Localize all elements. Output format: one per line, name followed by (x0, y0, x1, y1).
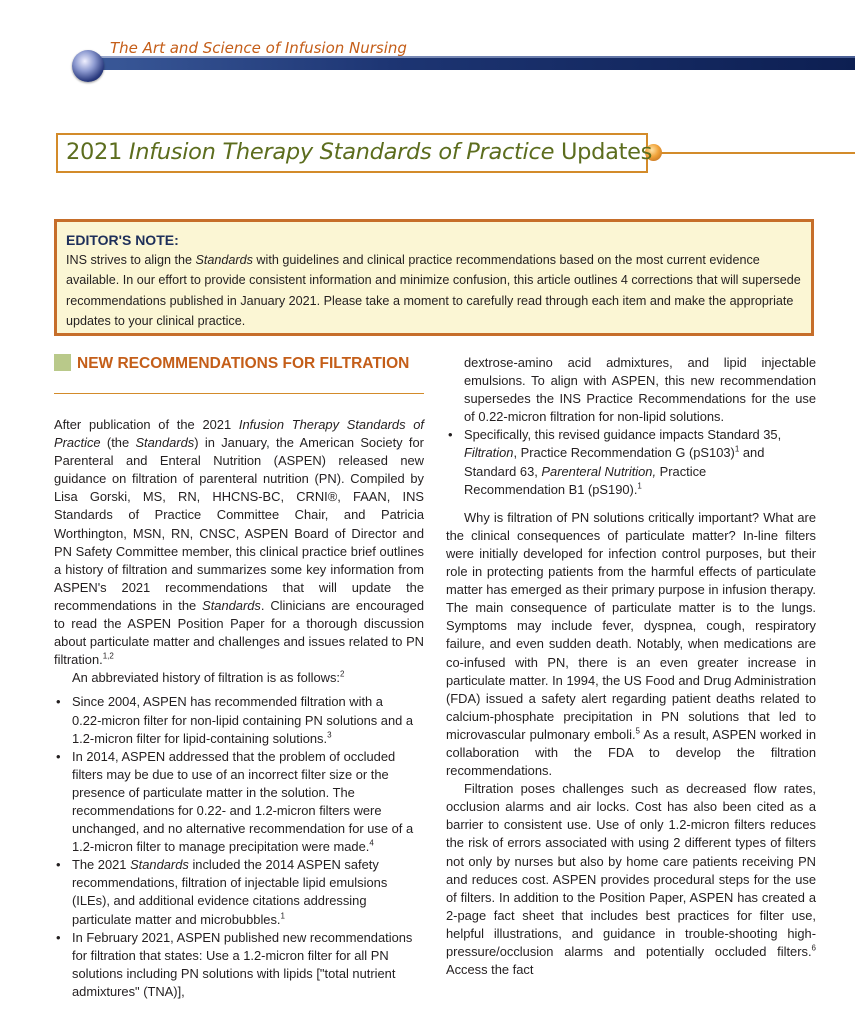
paragraph: dextrose-amino acid admixtures, and lipid injectable emulsions. To align with ASPEN, this new recommendation supersedes the INS Practice Recommendations for the use of 0.22-micron filtration for non-lipid solutions. (464, 355, 816, 425)
list-item: • Specifically, this revised guidance impacts Standard 35, Filtration, Practice Recommendation G $(pS103)^1$ and Standard 63, Parenteral Nutrition, Practice Recommendation B1 (pS190).$^1$ (446, 426, 804, 498)
right-column (446, 354, 816, 979)
editors-note-body (66, 250, 806, 332)
note-text-2: with guidelines and clinical practice recommendations based on the most current evidence available. In our effort to provide consistent information and minimize confusion, this article outlines 4 corrections that will supersede recommendations published in January 2021. Please take a moment to carefully read through each item and make the appropriate updates to your clinical practice. (66, 253, 801, 329)
paragraph: Filtration poses challenges such as decreased flow rates, occlusion alarms and air locks. Cost has also been cited as a barrier to consistent use. Use of only 1.2-micron filters reduces the risk of errors associated with using 2 different types of filters not only by nurses but also by home care patients receiving PN and reduces cost. ASPEN provides procedural steps for the use of filters. In addition to the Position Paper, ASPEN has created a 2-page fact sheet that includes best practices for filter use, helpful illustrations, and guidance in trouble-shooting high-pressure/occlusion alarms and potentially occluded filters.$^6$ Access the fact (446, 781, 816, 978)
section-marker-icon (54, 354, 71, 371)
impact-list (446, 426, 816, 498)
paragraph: Why is filtration of PN solutions critically important? What are the clinical consequences of particulate matter? In-line filters were initially developed for infection control purposes, but their role in protecting patients from the harmful effects of particulate matter has emerged as their primary purpose in infusion therapy. The main consequence of particulate matter is to the lungs. Symptoms may include fever, dyspnea, cough, respiratory failure, and even sudden death. Notably, when medications are co-infused with PN, there is an even greater increase in particulate matter. In 1994, the US Food and Drug Administration (FDA) issued a safety alert regarding patient deaths related to calcium-phosphate precipitation in PN solutions that led to microvascular pulmonary emboli.$^5$ As a result, ASPEN worked in collaboration with the FDA to develop the filtration recommendations. (446, 509, 816, 779)
list-item: • In 2014, ASPEN addressed that the problem of occluded filters may be due to use of an incorrect filter size or the presence of particulate matter in the solution. The recommendations for 0.22- and 1.2-micron filters were unchanged, and no alternative recommendation for use of a 1.2-micron filter to manage precipitation were made.$^4$ (54, 748, 414, 857)
paragraph: An abbreviated history of filtration is as follows:$^2$ (72, 670, 345, 686)
editors-note-heading: EDITOR'S NOTE: (66, 232, 179, 248)
running-header (0, 0, 855, 90)
history-list (54, 693, 424, 1001)
section-rule (54, 393, 424, 394)
list-item: • The 2021 Standards included the 2014 ASPEN safety recommendations, filtration of injectable lipid emulsions (ILEs), and additional evidence citations addressing particulate matter and microbubbles.$^1$ (54, 856, 414, 928)
running-title: The Art and Science of Infusion Nursing (110, 39, 407, 57)
left-column (54, 416, 424, 1001)
title-italic: Infusion Therapy Standards of Practice (128, 139, 555, 165)
note-text-italic: Standards (195, 253, 253, 267)
title-end: Updates (560, 139, 653, 165)
paragraph: After publication of the 2021 Infusion Therapy Standards of Practice (the Standards) in January, the American Society for Parenteral and Enteral Nutrition (ASPEN) released new guidance on filtration of parenteral nutrition (PN). Compiled by Lisa Gorski, MS, RN, HHCNS-BC, CRNI®, FAAN, INS Standards of Practice Committee Chair, and Patricia Worthington, MSN, RN, CNSC, ASPEN Board of Director and PN Safety Committee member, this clinical practice brief outlines a history of filtration and summarizes some key information from ASPEN's 2021 recommendations that will update the recommendations in the Standards. Clinicians are encouraged to read the ASPEN Position Paper for a thorough discussion about particulate matter and challenges and issues related to PN filtration.$^{1,2}$ (54, 417, 424, 668)
header-orb-icon (72, 50, 104, 82)
article-title (66, 139, 652, 165)
list-item: • In February 2021, ASPEN published new recommendations for filtration that states: Use a 1.2-micron filter for all PN solutions including PN solutions with lipids ["total nutrient admixtures" (TNA)], (54, 929, 414, 1001)
list-item: • Since 2004, ASPEN has recommended filtration with a 0.22-micron filter for non-lipid containing PN solutions and a 1.2-micron filter for lipid-containing solutions.$^3$ (54, 693, 414, 747)
header-bar (82, 58, 855, 70)
title-rule (648, 152, 855, 154)
note-text-1: INS strives to align the (66, 253, 192, 267)
section-heading: NEW RECOMMENDATIONS FOR FILTRATION (77, 355, 410, 372)
title-year: 2021 (66, 139, 123, 165)
